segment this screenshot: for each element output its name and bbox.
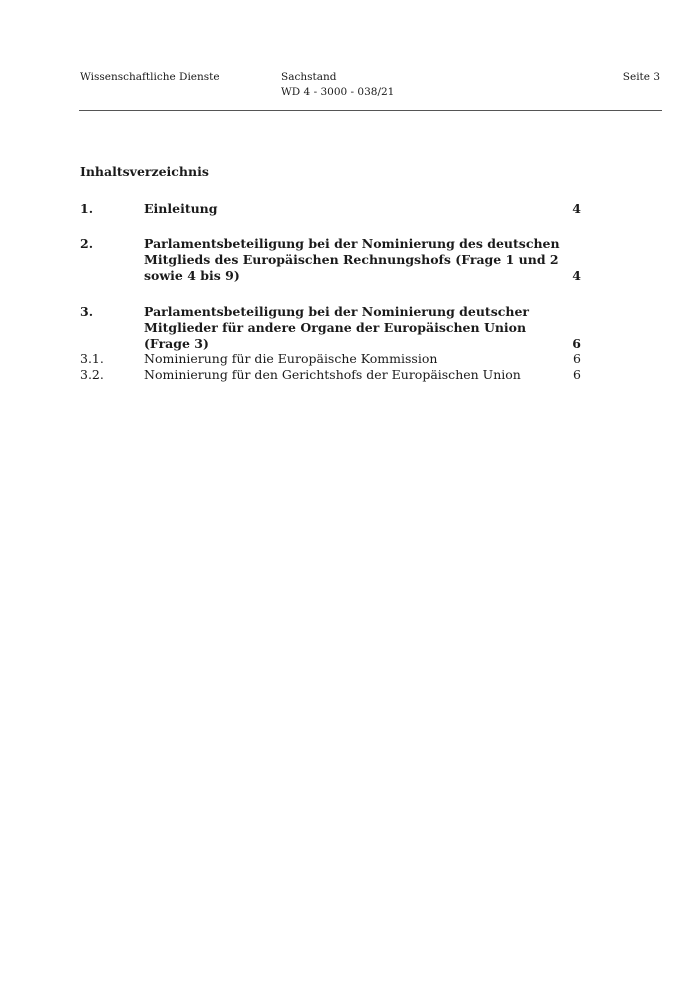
toc-entry-page: 6 [572, 336, 581, 351]
toc-entry-number: 3. [80, 304, 94, 319]
document-type: Sachstand [281, 71, 337, 83]
toc-entry-line: Mitglieds des Europäischen Rechnungshofs (Frage 1 und 2 [144, 252, 559, 267]
toc-entry-line: Nominierung für den Gerichtshofs der Europäischen Union [144, 367, 521, 382]
toc-entry-number: 3.1. [80, 351, 104, 366]
toc-entry-3-1[interactable] [80, 351, 581, 367]
toc-entry-page: 4 [572, 201, 581, 216]
institution-name: Wissenschaftliche Dienste [80, 71, 220, 83]
toc-entry-text [144, 351, 534, 367]
toc-entry-text [144, 236, 560, 284]
toc-entry-3-2[interactable] [80, 367, 581, 383]
toc-title: Inhaltsverzeichnis [80, 164, 209, 179]
toc-entry-page: 4 [572, 268, 581, 283]
toc-entry-text [144, 201, 534, 217]
toc-entry-number: 2. [80, 236, 94, 251]
toc-entry-line: Mitglieder für andere Organe der Europäischen Union [144, 320, 527, 335]
toc-entry-3[interactable] [80, 304, 581, 352]
toc-entry-page: 6 [573, 367, 581, 382]
toc-entry-line: Parlamentsbeteiligung bei der Nominierung des deutschen [144, 236, 560, 251]
toc-entry-2[interactable] [80, 236, 581, 284]
toc-entry-page: 6 [573, 351, 581, 366]
page-header [80, 70, 662, 110]
toc-entry-line: Parlamentsbeteiligung bei der Nominierung deutscher [144, 304, 529, 319]
toc-entry-text [144, 304, 534, 352]
toc-entry-text [144, 367, 534, 383]
toc-entry-number: 3.2. [80, 367, 104, 382]
toc-entry-line: sowie 4 bis 9) [144, 268, 240, 283]
toc-entry-line: Nominierung für die Europäische Kommission [144, 351, 438, 366]
toc-entry-line: Einleitung [144, 201, 218, 216]
page-number: Seite 3 [622, 71, 660, 83]
toc-entry-line: (Frage 3) [144, 336, 209, 351]
header-divider [79, 110, 662, 111]
toc-entry-1[interactable] [80, 201, 581, 217]
document-info [281, 70, 394, 100]
toc-entry-number: 1. [80, 201, 94, 216]
document-number: WD 4 - 3000 - 038/21 [281, 86, 395, 98]
